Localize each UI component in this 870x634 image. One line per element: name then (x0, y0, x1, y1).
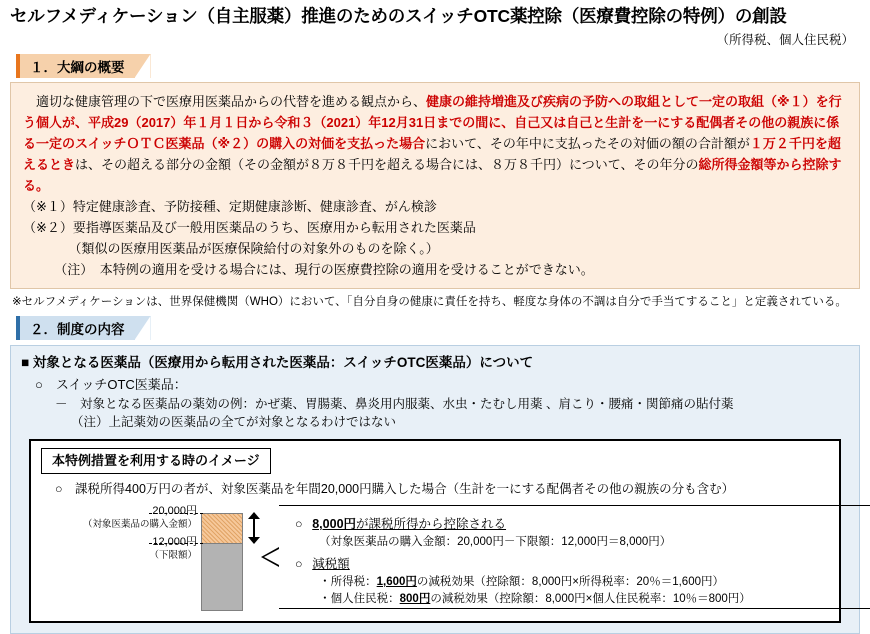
arrow-head-up-icon (248, 512, 260, 519)
resident-tax-amount: 800円 (399, 593, 431, 606)
income-tax-amount: 1,600円 (376, 575, 417, 588)
chart-label-bottom (149, 536, 197, 562)
who-definition-note: ※セルフメディケーションは、世界保健機関（WHO）において、「自分自身の健康に責任を持ち、軽度な身体の不調は自分で手当てすること」と定義されている。 (12, 296, 847, 309)
para1-red-3: 総所得金額等から控除する。 (23, 157, 842, 194)
para1-red-2: １万２千円を超えるとき (23, 136, 841, 173)
section1-note-1: （※１）特定健康診査、予防接種、定期健康診断、健康診査、がん検診 (23, 199, 437, 215)
example-image-box (29, 439, 841, 623)
callout-item-1 (295, 515, 862, 534)
bar-segment-deductible (201, 513, 243, 543)
section2-line-3: （注）上記薬効の医薬品の全てが対象となるわけではない (71, 415, 397, 430)
section2-line-2: － 対象となる医薬品の薬効の例：かぜ薬、胃腸薬、鼻炎用内服薬、水虫・たむし用薬 、肩こり・腰痛・関節痛の貼付薬 (55, 396, 734, 411)
callout-body (279, 506, 870, 608)
section2-heading: ２．制度の内容 (16, 316, 151, 340)
section1-heading: １．大綱の概要 (16, 54, 151, 78)
page-title: セルフメディケーション（自主服薬）推進のためのスイッチOTC薬控除（医療費控除の特例）の創設 (10, 6, 787, 26)
chart-label-top (83, 505, 197, 531)
resident-tax-label: ・個人住民税： (319, 593, 400, 606)
income-tax-label: ・所得税： (319, 575, 377, 588)
callout-item-1-amount: 8,000円 (312, 517, 357, 532)
callout-pointer-inner-icon (264, 549, 279, 565)
callout-item-1-rest: が課税所得から控除される (356, 517, 507, 532)
chart-range-arrow (247, 513, 261, 543)
para1-red-1: 健康の維持増進及び疾病の予防への取組として一定の取組（※１）を行う個人が、平成29（2017）年１月１日から令和３（2021）年12月31日までの間に、自己又は自己と生計を一にする配偶者その他の親族に係る一定のスイッチＯＴＣ医薬品（※２）の購入の対価を支払った場合 (23, 94, 842, 152)
section2-heading-wrap (10, 316, 860, 340)
bar-segment-threshold (201, 543, 243, 611)
example-box-title: 本特例措置を利用する時のイメージ (41, 448, 271, 474)
resident-tax-rest: の減税効果（控除額：8,000円×個人住民税率：10％＝800円） (430, 593, 751, 606)
callout-item-1-sub: （対象医薬品の購入金額：20,000円－下限額：12,000円＝8,000円） (319, 535, 672, 548)
chart-label-top-caption: （対象医薬品の購入金額） (82, 518, 197, 530)
arrow-head-down-icon (248, 537, 260, 544)
section2-subheading: ■ 対象となる医薬品（医療用から転用された医薬品：スイッチOTC医薬品）について (21, 354, 534, 370)
chart-label-bottom-value: 12,000円 (152, 536, 197, 549)
section1-note-2b: （類似の医療用医薬品が医療保険給付の対象外のものを除く。） (68, 241, 439, 257)
section2-line-1: ○ スイッチOTC医薬品： (35, 377, 187, 393)
section1-heading-wrap (10, 54, 860, 78)
para1-part-a: 適切な健康管理の下で医療用医薬品からの代替を進める観点から、 (36, 94, 427, 109)
page-subtitle: （所得税、個人住民税） (716, 33, 854, 47)
callout-item-2-line-2 (295, 591, 862, 608)
chart-label-bottom-caption: （下限額） (149, 549, 197, 561)
callout-item-2-line-1 (295, 574, 862, 591)
section1-box (10, 82, 860, 289)
para1-part-b: において、その年中に支払ったその対価の額の合計額が (425, 136, 750, 152)
chart-label-top-value: 20,000円 (152, 505, 197, 518)
example-box-lead: ○ 課税所得400万円の者が、対象医薬品を年間20,000円購入した場合（生計を一にする配偶者その他の親族の分も含む） (55, 481, 735, 496)
section2-box (10, 345, 860, 634)
section1-note-3: （注） 本特例の適用を受ける場合には、現行の医療費控除の適用を受けることができない。 (54, 262, 594, 278)
callout-item-2-title: 減税額 (312, 557, 350, 572)
callout-item-2 (295, 555, 862, 574)
income-tax-rest: の減税効果（控除額：8,000円×所得税率：20％＝1,600円） (416, 575, 724, 588)
section1-paragraph (23, 91, 847, 196)
section1-note-2: （※２）要指導医薬品及び一般用医薬品のうち、医療用から転用された医薬品 (23, 220, 476, 236)
para1-part-c: は、その超える部分の金額（その金額が８万８千円を超える場合には、８万８千円）について、その年分の (75, 157, 699, 173)
bullet-circle-icon: ○ (295, 517, 303, 532)
example-bar-chart (82, 505, 271, 613)
example-callout (279, 505, 870, 609)
bullet-circle-icon-2: ○ (295, 557, 303, 572)
